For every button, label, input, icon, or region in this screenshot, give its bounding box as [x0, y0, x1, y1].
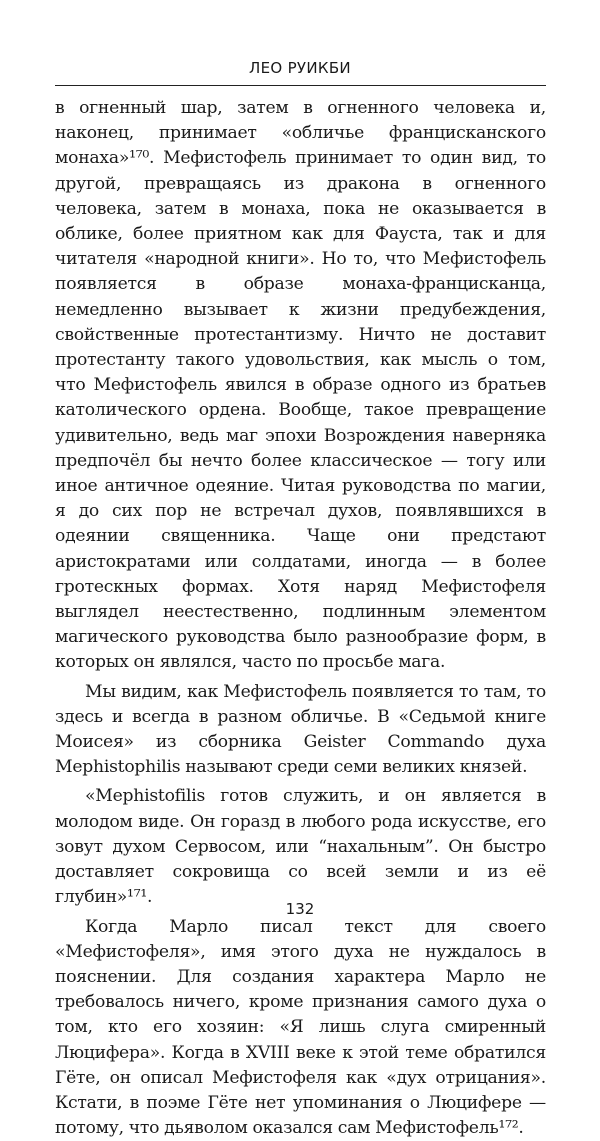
page-number: 132: [0, 900, 600, 918]
paragraph-1: в огненный шар, затем в огненного человека и, наконец, принимает «обличье францисканского монаха»¹⁷⁰. Мефистофель принимает то один вид, то другой, превращаясь из дракона в огненного человека, затем в монаха, пока не оказывается в облике, более приятном как для Фауста, так и для читателя «народной книги». Но то, что Мефистофель появляется в образе монаха-францисканца, немедленно вызывает к жизни предубеждения, свойственные протестантизму. Ничто не доставит протестанту такого удовольствия, как мысль о том, что Мефистофель явился в образе одного из братьев католического ордена. Вообще, такое превращение удивительно, ведь маг эпохи Возрождения наверняка предпочёл бы нечто более классическое — тогу или иное античное одеяние. Читая руководства по магии, я до сих пор не встречал духов, появлявшихся в одеянии священника. Чаще они предстают аристократами или солдатами, иногда — в более гротескных формах. Хотя наряд Мефистофеля выглядел неестественно, подлинным элементом магического руководства было разнообразие форм, в которых он являлся, часто по просьбе мага.: [55, 96, 546, 676]
page-body: [55, 96, 546, 1141]
running-header: ЛЕО РУИКБИ: [0, 59, 600, 77]
paragraph-2: Мы видим, как Мефистофель появляется то там, то здесь и всегда в разном обличье. В «Седьмой книге Моисея» из сборника Geister Commando духа Mephistophilis называют среди семи великих князей.: [55, 680, 546, 781]
paragraph-3-quote: «Mephistofilis готов служить, и он является в молодом виде. Он горазд в любого рода искусстве, его зовут духом Сервосом, или “нахальным”. Он быстро доставляет сокровища со всей земли и из её глубин»¹⁷¹.: [55, 784, 546, 910]
paragraph-4: Когда Марло писал текст для своего «Мефистофеля», имя этого духа не нуждалось в пояснении. Для создания характера Марло не требовалось ничего, кроме признания самого духа о том, кто его хозяин: «Я лишь слуга смиренный Люцифера». Когда в XVIII веке к этой теме обратился Гёте, он описал Мефистофеля как «дух отрицания». Кстати, в поэме Гёте нет упоминания о Люцифере — потому, что дьяволом оказался сам Мефистофель¹⁷².: [55, 915, 546, 1141]
header-rule: [55, 85, 546, 86]
